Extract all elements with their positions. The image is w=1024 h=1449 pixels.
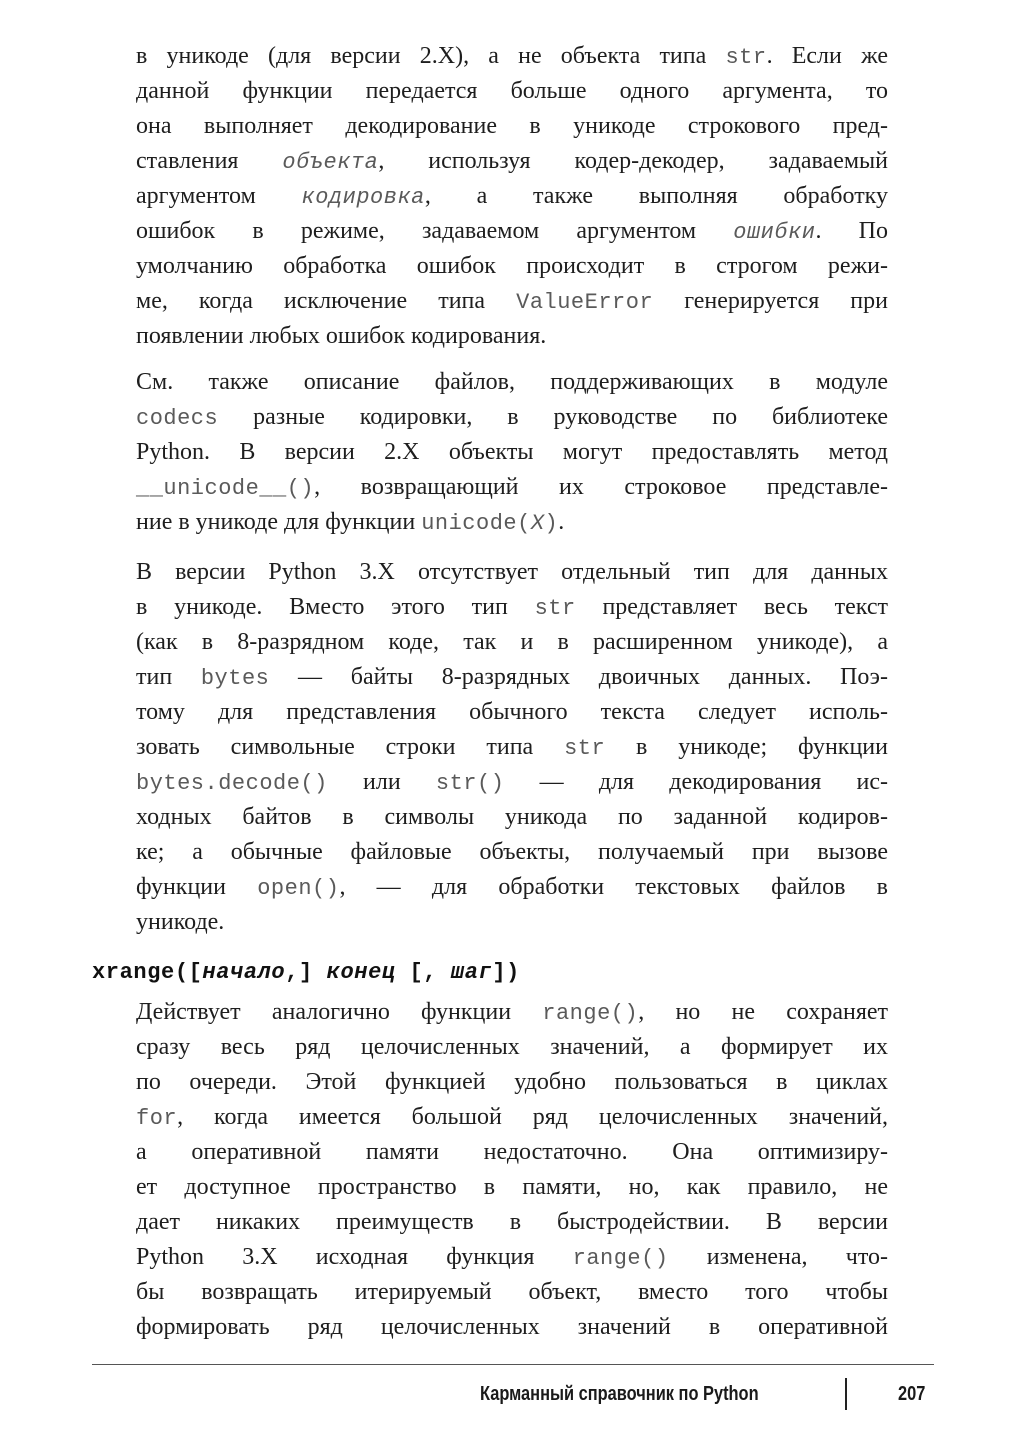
text-line: сразу весь ряд целочисленных значений, а формирует их: [136, 1034, 888, 1060]
inline-code: str(): [435, 771, 505, 796]
text-line: ет доступное пространство в памяти, но, как правило, не: [136, 1174, 888, 1200]
running-footer-title: Карманный справочник по Python: [480, 1383, 759, 1405]
inline-code: str: [725, 45, 767, 70]
inline-code: open(): [257, 876, 340, 901]
inline-code: unicode(: [421, 511, 531, 536]
inline-code: range(): [572, 1246, 669, 1271]
function-signature-xrange: xrange([начало,] конец [, шаг]): [92, 960, 520, 985]
text-line: дает никаких преимуществ в быстродействии. В версии: [136, 1209, 888, 1235]
inline-code: bytes.decode(): [136, 771, 328, 796]
text-line: В версии Python 3.X отсутствует отдельный тип для данных: [136, 559, 888, 585]
text-line: (как в 8-разрядном коде, так и в расширенном уникоде), а: [136, 629, 888, 655]
inline-code-arg: объекта: [282, 150, 379, 175]
text-line: ме, когда исключение типа ValueError генерируется при: [136, 288, 888, 315]
text-line: функции open(), — для обработки текстовых файлов в: [136, 874, 888, 901]
text-line: формировать ряд целочисленных значений в оперативной: [136, 1314, 888, 1340]
footer-rule: [92, 1364, 934, 1365]
inline-code-arg: ошибки: [733, 220, 816, 245]
text-line: по очереди. Этой функцией удобно пользоваться в циклах: [136, 1069, 888, 1095]
page-number: 207: [898, 1383, 926, 1405]
footer-divider: [845, 1378, 847, 1410]
inline-code: for: [136, 1106, 178, 1131]
signature-arg: начало: [202, 960, 286, 985]
text-line: она выполняет декодирование в уникоде строкового пред-: [136, 113, 888, 139]
text-line: тому для представления обычного текста следует исполь-: [136, 699, 888, 725]
text-line: __unicode__(), возвращающий их строковое представле-: [136, 474, 888, 501]
text-line: ходных байтов в символы уникода по заданной кодиров-: [136, 804, 888, 830]
text-line: Python 3.X исходная функция range() изменена, что-: [136, 1244, 888, 1271]
text-line: появлении любых ошибок кодирования.: [136, 323, 547, 349]
text-line: в уникоде. Вместо этого тип str представляет весь текст: [136, 594, 889, 621]
text-line: codecs разные кодировки, в руководстве по библиотеке: [136, 404, 888, 431]
inline-code: ): [544, 511, 559, 536]
text-line: ошибок в режиме, задаваемом аргументом ошибки. По: [136, 218, 888, 245]
text-line: данной функции передается больше одного аргумента, то: [136, 78, 888, 104]
inline-code-arg: кодировка: [301, 185, 425, 210]
inline-code: str: [564, 736, 606, 761]
inline-code: __unicode__(): [136, 476, 315, 501]
inline-code: ValueError: [516, 290, 654, 315]
text-line: умолчанию обработка ошибок происходит в строгом режи-: [136, 253, 888, 279]
text-line: зовать символьные строки типа str в уникоде; функции: [136, 734, 888, 761]
text-line: ставления объекта, используя кодер-декодер, задаваемый: [136, 148, 888, 175]
text-line: ке; а обычные файловые объекты, получаемый при вызове: [136, 839, 888, 865]
inline-code: codecs: [136, 406, 219, 431]
text-line: Python. В версии 2.X объекты могут предоставлять метод: [136, 439, 888, 465]
text-line: for, когда имеется большой ряд целочисленных значений,: [136, 1104, 888, 1131]
inline-code: range(): [542, 1001, 639, 1026]
text-line: уникоде.: [136, 909, 225, 935]
text-line: тип bytes — байты 8-разрядных двоичных данных. Поэ-: [136, 664, 888, 691]
inline-code-arg: X: [530, 511, 545, 536]
inline-code: bytes: [200, 666, 270, 691]
signature-arg: шаг: [450, 960, 493, 985]
text-line: Действует аналогично функции range(), но не сохраняет: [136, 999, 888, 1026]
text-line: в уникоде (для версии 2.X), а не объекта типа str. Если же: [136, 43, 888, 70]
text-line: См. также описание файлов, поддерживающих в модуле: [136, 369, 888, 395]
inline-code: str: [534, 596, 576, 621]
signature-arg: конец: [326, 960, 396, 985]
text-line: а оперативной памяти недостаточно. Она оптимизиру-: [136, 1139, 888, 1165]
text-line: bytes.decode() или str() — для декодирования ис-: [136, 769, 888, 796]
text-line: ние в уникоде для функции unicode(X).: [136, 509, 565, 536]
text-line: бы возвращать итерируемый объект, вместо того чтобы: [136, 1279, 888, 1305]
text-line: аргументом кодировка, а также выполняя обработку: [136, 183, 888, 210]
